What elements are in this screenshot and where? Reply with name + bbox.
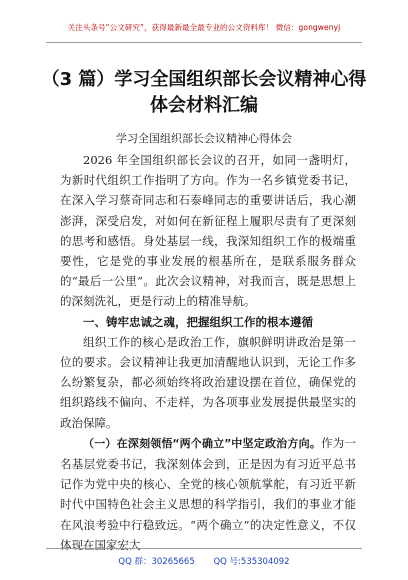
article-subtitle: 学习全国组织部长会议精神心得体会: [116, 132, 292, 145]
subsection-text-1: 作为一名基层党委书记，我深刻体会到，正是因为有习近平总书记作为党中央的核心、全党的核心领航掌舵，有习近平新时代中国特色社会主义思想的科学指引，我们的事业才能在风浪考验中行稳致远。“两个确立”的决定性意义，不仅体现在国家宏大: [60, 435, 356, 552]
header-promo-note: 关注头条号“公文研究”，获得最新最全最专业的公文资料库！ 微信：gongwenyj: [67, 23, 341, 32]
article-body: [60, 150, 356, 555]
paragraph-political-work: 组织工作的核心是政治工作，旗帜鲜明讲政治是第一位的要求。会议精神让我更加清醒地认识到，无论工作多么纷繁复杂，都必须始终将政治建设摆在首位，确保党的组织路线不偏向、不走样，为各项事业发展提供最坚实的政治保障。: [60, 334, 356, 430]
document-title-line-1: （3 篇）学习全国组织部长会议精神心得: [41, 69, 367, 90]
header-divider: [46, 42, 362, 43]
paragraph-two-establishes: [60, 433, 356, 555]
footer-qq-number: QQ 号:535304092: [213, 557, 290, 567]
footer-qq-group: QQ 群：30265665: [118, 557, 195, 567]
footer-contact: [0, 555, 408, 567]
section-heading-1: 一、铸牢忠诚之魂，把握组织工作的根本遵循: [83, 314, 313, 329]
footer-divider: [46, 548, 362, 549]
document-title-line-2: 体会材料汇编: [150, 95, 258, 116]
subsection-heading-1: （一）在深刻领悟“两个确立”中坚定政治方向。: [83, 436, 322, 450]
paragraph-intro: 2026 年全国组织部长会议的召开，如同一盏明灯，为新时代组织工作指明了方向。作为一名乡镇党委书记，在深入学习蔡奇同志和石泰峰同志的重要讲话后，我心潮澎湃，深受启发，对如何在新征程上履职尽责有了更深刻的思考和感悟。身处基层一线，我深知组织工作的极端重要性，它是党的事业发展的根基所在，是联系服务群众的“最后一公里”。此次会议精神，对我而言，既是思想上的深刻洗礼，更是行动上的精准导航。: [60, 153, 356, 309]
